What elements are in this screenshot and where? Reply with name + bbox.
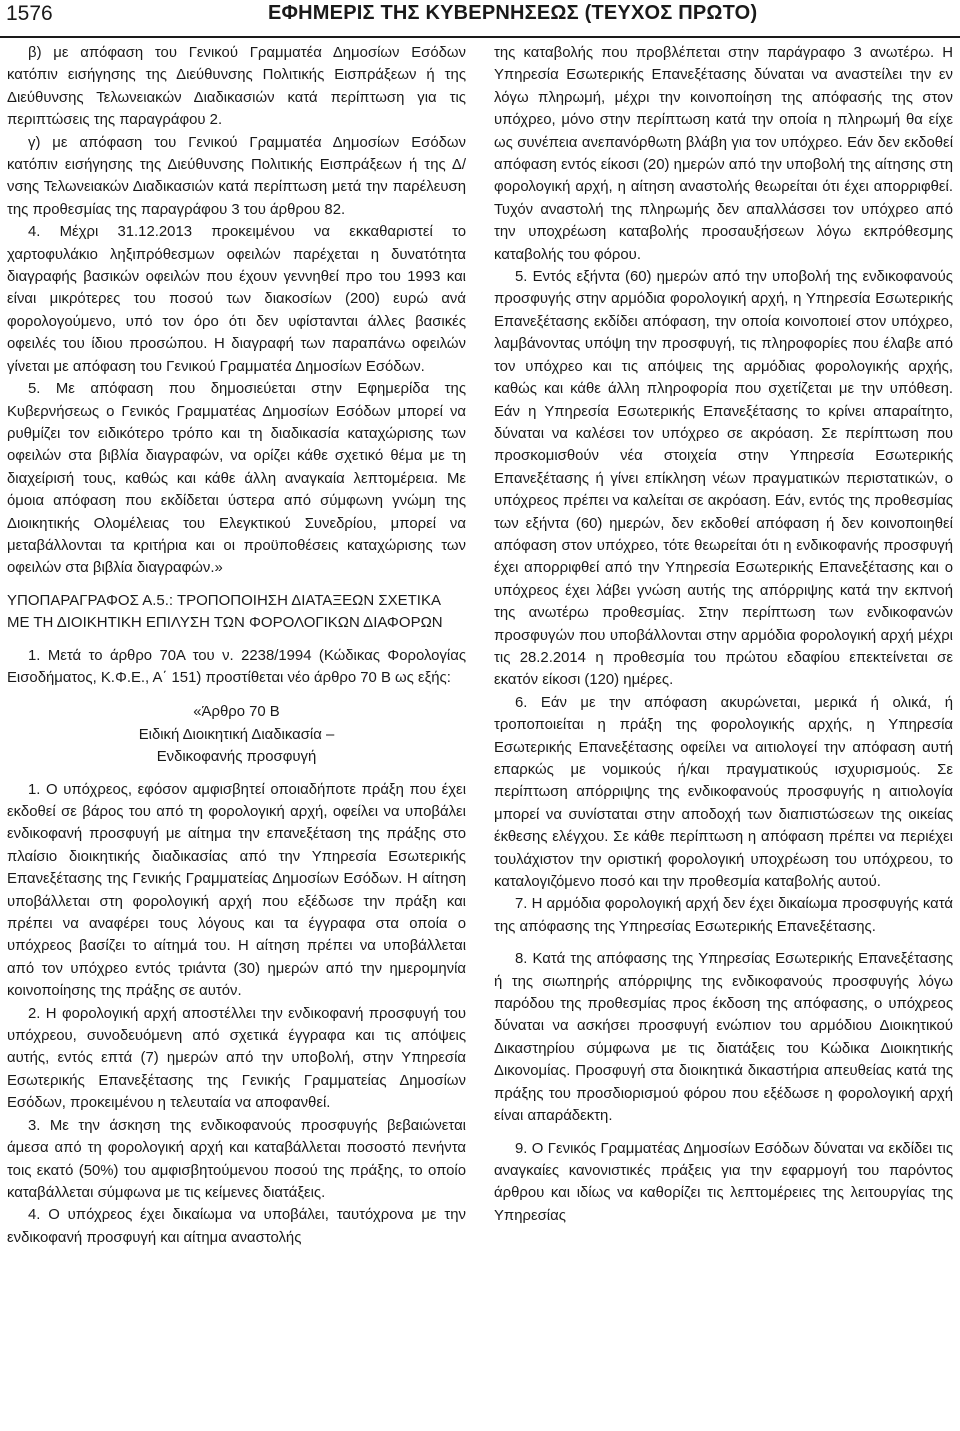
paragraph: 9. Ο Γενικός Γραμματέας Δημοσίων Εσόδων δύναται να εκδίδει τις αναγκαίες κανονιστικές πράξεις για την εφαρμογή του παρόντος άρθρου και ιδίως να καθορίζει τις λεπτομέρειες της λειτουργίας της Υπηρεσίας <box>494 1140 953 1224</box>
gazette-title: ΕΦΗΜΕΡΙΣ ΤΗΣ ΚΥΒΕΡΝΗΣΕΩΣ (ΤΕΥΧΟΣ ΠΡΩΤΟ) <box>268 2 758 24</box>
paragraph: 3. Με την άσκηση της ενδικοφανούς προσφυγής βεβαιώνεται άμεσα από τη φορολογική αρχή και καταβάλλεται ποσοστό πενήντα τοις εκατό (50%) του αμφισβητούμενου ποσού της πράξης, το οποίο καταβάλλεται σύμφωνα με τις κείμενες διατάξεις. <box>7 1117 466 1201</box>
article-title-line: Ενδικοφανής προσφυγή <box>156 749 317 766</box>
paragraph: 6. Εάν με την απόφαση ακυρώνεται, μερικά ή ολικά, ή τροποποιείται η πράξη της φορολογικής αρχής, η Υπηρεσία Εσωτερικής Επανεξέτασης οφείλει να αιτιολογεί την απόφαση αυτή επαρκώς με νομικούς ή/και πραγματικούς ισχυρισμούς. Σε περίπτωση απόρριψης της ενδικοφανούς προσφυγής η αιτιολογία μπορεί να συνίσταται στην αποδοχή των διαπιστώσεων της οικείας έκθεσης ελέγχου. Σε κάθε περίπτωση η απόφαση πρέπει να περιέχει τουλάχιστον την οριστική φορολογική υποχρέωση του υπόχρεου, το καταλογιζόμενο ποσό και την προθεσμία καταβολής αυτού. <box>494 694 953 891</box>
paragraph: β) με απόφαση του Γενικού Γραμματέα Δημοσίων Εσόδων κατόπιν εισήγησης της Διεύθυνσης Πολιτικής Εισπράξεων ή της Διεύθυνσης Τελωνειακών Διαδικασιών κατά περίπτωση για τις περιπτώσεις της παραγράφου 2. <box>7 45 466 129</box>
subsection-heading: ΥΠΟΠΑΡΑΓΡΑΦΟΣ Α.5.: ΤΡΟΠΟΠΟΙΗΣΗ ΔΙΑΤΑΞΕΩΝ ΣΧΕΤΙΚΑ ΜΕ ΤΗ ΔΙΟΙΚΗΤΙΚΗ ΕΠΙΛΥΣΗ ΤΩΝ ΦΟΡΟΛΟΓΙΚΩΝ ΔΙΑΦΟΡΩΝ <box>7 591 443 632</box>
paragraph: 4. Ο υπόχρεος έχει δικαίωμα να υποβάλει, ταυτόχρονα με την ενδικοφανή προσφυγή και αίτημα αναστολής <box>7 1207 466 1246</box>
header-divider <box>0 36 960 38</box>
paragraph: 2. Η φορολογική αρχή αποστέλλει την ενδικοφανή προσφυγή του υπόχρεου, συνοδευόμενη από σχετικά έγγραφα και τις απόψεις αυτής, εντός επτά (7) ημερών από την υποβολή, στην Υπηρεσία Εσωτερικής Επανεξέτασης της Γενικής Γραμματείας Δημοσίων Εσόδων, προκειμένου η τελευταία να αποφανθεί. <box>7 1005 466 1112</box>
paragraph: 5. Εντός εξήντα (60) ημερών από την υποβολή της ενδικοφανούς προσφυγής στην αρμόδια φορολογική αρχή, η Υπηρεσία Εσωτερικής Επανεξέτασης εκδίδει απόφαση, την οποία κοινοποιεί στον υπόχρεο, λαμβάνοντας υπόψη την προσφυγή, τις πληροφορίες που έλαβε από τον υπόχρεο και τις απόψεις της αρμόδιας φορολογικής αρχής, καθώς και κάθε άλλη πληροφορία που σχετίζεται με την υπόθεση. Εάν η Υπηρεσία Εσωτερικής Επανεξέτασης το κρίνει απαραίτητο, δύναται να καλέσει τον υπόχρεο σε ακρόαση. Σε περίπτωση που προσκομισθούν νέα στοιχεία στην Υπηρεσία Εσωτερικής Επανεξέτασης ή γίνει επίκληση νέων πραγματικών περιστατικών, ο υπόχρεος πρέπει να καλείται σε ακρόαση. Εάν, εντός της προθεσμίας των εξήντα (60) ημερών, δεν εκδοθεί απόφαση ή δεν κοινοποιηθεί απόφαση στον υπόχρεο, τότε θεωρείται ότι η ενδικοφανής προσφυγή έχει απορριφθεί από την Υπηρεσία Εσωτερικής Επανεξέτασης και ο υπόχρεος έχει λάβει γνώση αυτής της απόρριψης κατά την εκπνοή της ανωτέρω προθεσμίας. Στην περίπτωση των ενδικοφανών προσφυγών που υποβάλλονται στην αρμόδια φορολογική αρχή μέχρι τις 28.2.2014 η προθεσμία του πρώτου εδαφίου επεκτείνεται σε εκατόν είκοσι (120) ημέρες. <box>494 269 953 689</box>
page-header <box>0 0 960 36</box>
paragraph: 8. Κατά της απόφασης της Υπηρεσίας Εσωτερικής Επανεξέτασης ή της σιωπηρής απόρριψης της ενδικοφανούς προσφυγής λόγω παρόδου της προθεσμίας προς έκδοση της απόφασης, ο υπόχρεος δύναται να ασκήσει προσφυγή ενώπιον του αρμόδιου Διοικητικού Δικαστηρίου σύμφωνα με τις διατάξεις του Κώδικα Διοικητικής Δικονομίας. Προσφυγή στα διοικητικά δικαστήρια απευθείας κατά της πράξης του προσδιορισμού φόρου που εξέδωσε η φορολογική αρχή είναι απαράδεκτη. <box>494 951 953 1125</box>
article-title-line: Ειδική Διοικητική Διαδικασία – <box>138 726 335 743</box>
paragraph: 1. Ο υπόχρεος, εφόσον αμφισβητεί οποιαδήποτε πράξη που έχει εκδοθεί σε βάρος του από τη φορολογική αρχή, οφείλει να υποβάλει ενδικοφανή προσφυγή με αίτημα την επανεξέταση της πράξης στο πλαίσιο διοικητικής διαδικασίας από την Υπηρεσία Εσωτερικής Επανεξέτασης της Γενικής Γραμματείας Δημοσίων Εσόδων. Η αίτηση υποβάλλεται στη φορολογική αρχή που εξέδωσε την πράξη και πρέπει να αναφέρει τους λόγους και τα έγγραφα στα οποία ο υπόχρεος βασίζει το αίτημά του. Η αίτηση πρέπει να υποβάλλεται από τον υπόχρεο εντός τριάντα (30) ημερών από την ημερομηνία κοινοποίησης της πράξης σε αυτόν. <box>7 781 466 1000</box>
paragraph: 5. Με απόφαση που δημοσιεύεται στην Εφημερίδα της Κυβερνήσεως ο Γενικός Γραμματέας Δημοσίων Εσόδων μπορεί να ρυθμίζει τον ειδικότερο τρόπο και τη διαδικασία καταχώρισης των οφειλών στα βιβλία διαγραφών, να ορίζει κάθε σχετικό θέμα με τη διαχείρισή τους, καθώς και κάθε άλλη αναγκαία λεπτομέρεια. Με όμοια απόφαση που εκδίδεται ύστερα από σύμφωνη γνώμη της Διοικητικής Ολομέλειας του Ελεγκτικού Συνεδρίου, μπορεί να μεταβάλλονται τα κριτήρια και οι προϋποθέσεις καταχώρισης των οφειλών στα βιβλία διαγραφών.» <box>7 381 466 577</box>
paragraph: 4. Μέχρι 31.12.2013 προκειμένου να εκκαθαριστεί το χαρτοφυλάκιο ληξιπρόθεσμων οφειλών παρέχεται η δυνατότητα διαγραφής βασικών οφειλών που έχουν γεννηθεί προ του 1993 και είναι μικρότερες του ποσού των διακοσίων (200) ευρώ ανά φορολογούμενο, υπό τον όρο ότι δεν υφίστανται άλλες βασικές οφειλές του ίδιου προσώπου. Η διαγραφή των παραπάνω οφειλών γίνεται με απόφαση του Γενικού Γραμματέα Δημοσίων Εσόδων. <box>7 224 466 375</box>
right-column <box>494 42 953 1428</box>
left-column <box>7 42 466 1428</box>
paragraph: 7. Η αρμόδια φορολογική αρχή δεν έχει δικαίωμα προσφυγής κατά της απόφασης της Υπηρεσίας Εσωτερικής Επανεξέτασης. <box>494 896 953 935</box>
paragraph: 1. Μετά το άρθρο 70Α του ν. 2238/1994 (Κώδικας Φορολογίας Εισοδήματος, Κ.Φ.Ε., Α΄ 151) προστίθεται νέο άρθρο 70 Β ως εξής: <box>7 647 466 686</box>
paragraph: της καταβολής που προβλέπεται στην παράγραφο 3 ανωτέρω. Η Υπηρεσία Εσωτερικής Επανεξέτασης δύναται να αναστείλει την εν λόγω πληρωμή, μέχρι την κοινοποίηση της απόφασής της στον υπόχρεο, μόνο στην περίπτωση κατά την οποία η πληρωμή θα είχε ως συνέπεια ανεπανόρθωτη βλάβη για τον υπόχρεο. Εάν δεν εκδοθεί απόφαση εντός είκοσι (20) ημερών από την υποβολή της αίτησης στη φορολογική αρχή, η αίτηση αναστολής θεωρείται ότι έχει απορριφθεί. Τυχόν αναστολή της πληρωμής δεν απαλλάσσει τον υπόχρεο από την υποχρέωση καταβολής προσαυξήσεων λόγω εκπρόθεσμης καταβολής του φόρου. <box>494 45 953 263</box>
article-title <box>7 701 466 768</box>
page-number: 1576 <box>6 2 53 25</box>
article-title-line: «Άρθρο 70 Β <box>193 704 280 721</box>
paragraph: γ) με απόφαση του Γενικού Γραμματέα Δημοσίων Εσόδων κατόπιν εισήγησης της Διεύθυνσης Πολιτικής Εισπράξεων ή της Δ/νσης Τελωνειακών Διαδικασιών κατά περίπτωση μετά την παρέλευση της προθεσμίας της παραγράφου 3 του άρθρου 82. <box>7 134 466 218</box>
